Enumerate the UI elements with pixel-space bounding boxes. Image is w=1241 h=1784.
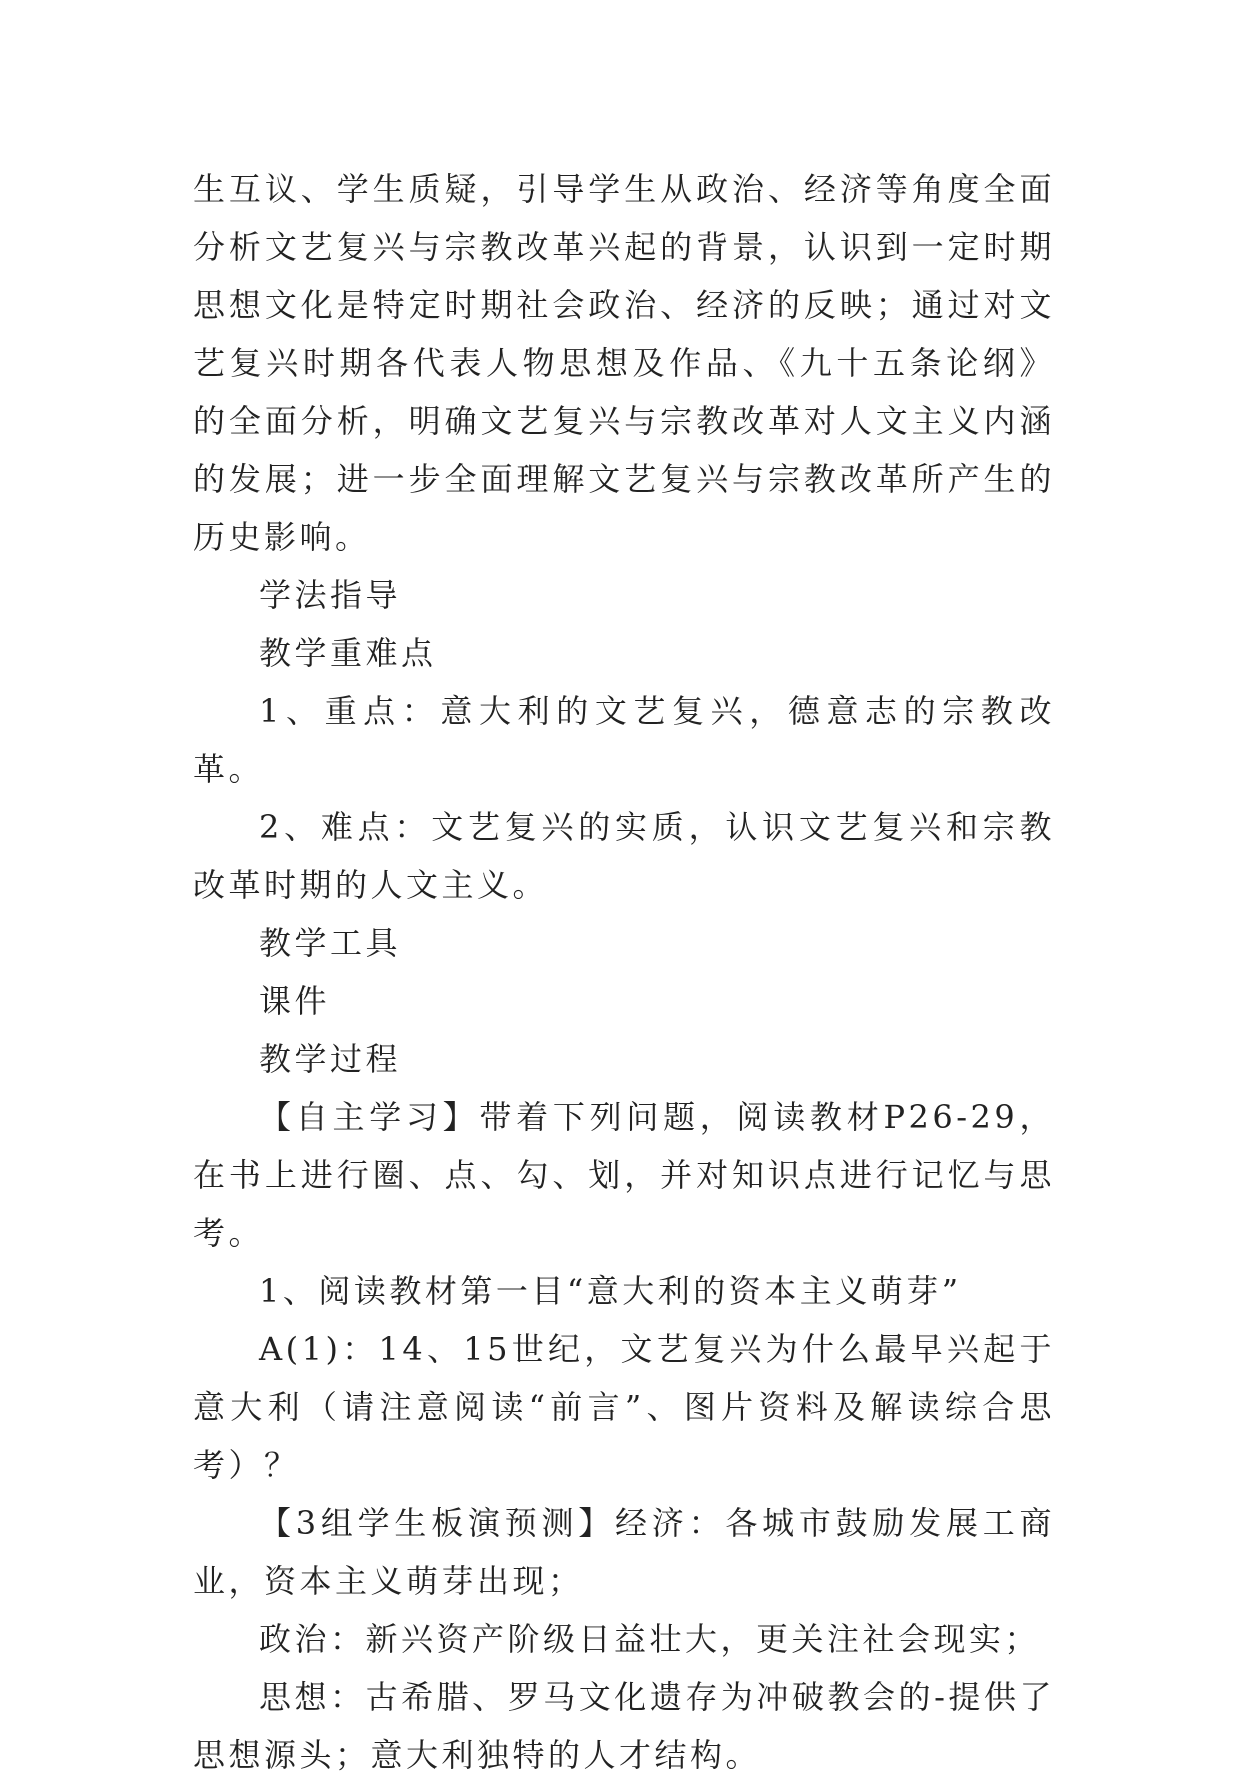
paragraph-politics: 政治：新兴资产阶级日益壮大，更关注社会现实； [259,1620,1041,1658]
list-item-difficult-point: 2、难点：文艺复兴的实质，认识文艺复兴和宗教改革时期的人文主义。 [193,808,1055,904]
paragraph-group-prediction: 【3组学生板演预测】经济：各城市鼓励发展工商业，资本主义萌芽出现； [193,1504,1055,1600]
list-item-read-section: 1、阅读教材第一目“意大利的资本主义萌芽” [259,1272,962,1310]
heading-study-guidance: 学法指导 [259,576,402,614]
paragraph-thought: 思想：古希腊、罗马文化遗存为冲破教会的-提供了思想源头；意大利独特的人才结构。 [193,1678,1055,1774]
heading-teaching-tools: 教学工具 [259,924,402,962]
list-item-key-point: 1、重点：意大利的文艺复兴，德意志的宗教改革。 [193,692,1055,788]
teaching-tools-value: 课件 [259,982,331,1020]
question-a1: A(1)：14、15世纪，文艺复兴为什么最早兴起于意大利（请注意阅读“前言”、图片资料及解读综合思考）？ [193,1330,1055,1484]
paragraph-continuation: 生互议、学生质疑，引导学生从政治、经济等角度全面分析文艺复兴与宗教改革兴起的背景，认识到一定时期思想文化是特定时期社会政治、经济的反映；通过对文艺复兴时期各代表人物思想及作品、《九十五条论纲》的全面分析，明确文艺复兴与宗教改革对人文主义内涵的发展；进一步全面理解文艺复兴与宗教改革所产生的历史影响。 [193,170,1055,556]
heading-key-points: 教学重难点 [259,634,437,672]
heading-teaching-process: 教学过程 [259,1040,402,1078]
document-body [193,160,1055,1784]
paragraph-self-study: 【自主学习】带着下列问题，阅读教材P26-29，在书上进行圈、点、勾、划，并对知识点进行记忆与思考。 [193,1098,1055,1252]
